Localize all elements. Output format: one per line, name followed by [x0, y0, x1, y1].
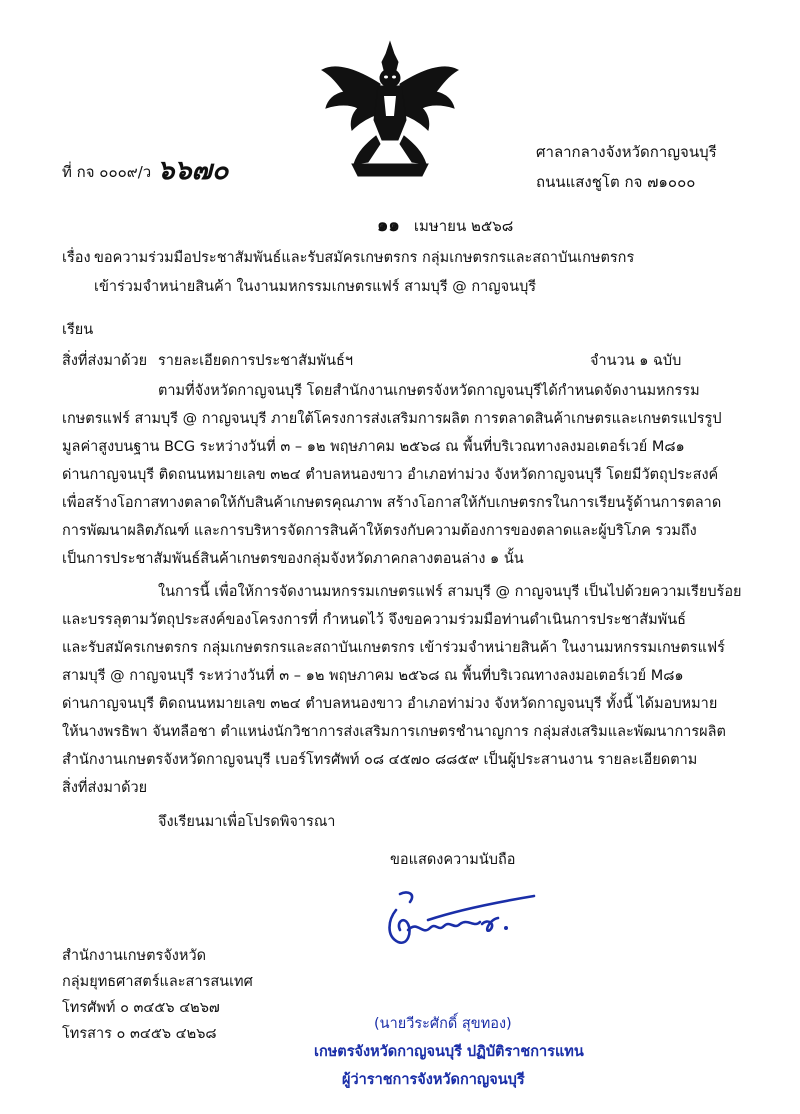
paragraph-2-line: ในการนี้ เพื่อให้การจัดงานมหกรรมเกษตรแฟร์ สามบุรี @ กาญจนบุรี เป็นไปด้วยความเรียบร้อย: [158, 584, 742, 600]
date-month-year: เมษายน ๒๕๖๘: [413, 217, 514, 235]
enclosure-count: จำนวน ๑ ฉบับ: [590, 353, 682, 369]
office-phone: โทรศัพท์ ๐ ๓๔๕๖ ๔๒๖๗: [62, 1000, 220, 1016]
document-number-label: ที่ กจ ๐๐๐๙/ว: [62, 163, 152, 181]
subject-line-1: ขอความร่วมมือประชาสัมพันธ์และรับสมัครเกษตรกร กลุ่มเกษตรกรและสถาบันเกษตรกร: [94, 250, 635, 266]
office-name: สำนักงานเกษตรจังหวัด: [62, 948, 207, 964]
paragraph-1-line: เกษตรแฟร์ สามบุรี @ กาญจนบุรี ภายใต้โครงการส่งเสริมการผลิต การตลาดสินค้าเกษตรและเกษตรแปรรูป: [62, 411, 722, 427]
enclosure-label: สิ่งที่ส่งมาด้วย: [62, 353, 148, 369]
subject-label: เรื่อง: [62, 250, 91, 266]
signer-title-1: เกษตรจังหวัดกาญจนบุรี ปฏิบัติราชการแทน: [314, 1044, 584, 1060]
paragraph-2-line: และรับสมัครเกษตรกร กลุ่มเกษตรกรและสถาบันเกษตรกร เข้าร่วมจำหน่ายสินค้า ในงานมหกรรมเกษตรแฟร์: [62, 640, 725, 656]
paragraph-1-line: มูลค่าสูงบนฐาน BCG ระหว่างวันที่ ๓ – ๑๒ พฤษภาคม ๒๕๖๘ ณ พื้นที่บริเวณทางลงมอเตอร์เวย์ M๘๑: [62, 439, 685, 455]
closing-salutation: ขอแสดงความนับถือ: [390, 852, 516, 868]
paragraph-1-line: การพัฒนาผลิตภัณฑ์ และการบริหารจัดการสินค้าให้ตรงกับความต้องการของตลาดและผู้บริโภค รวมถึง: [62, 523, 697, 539]
document-number: [62, 148, 228, 191]
signer-name: (นายวีระศักดิ์ สุขทอง): [374, 1016, 512, 1032]
paragraph-2-line: สำนักงานเกษตรจังหวัดกาญจนบุรี เบอร์โทรศัพท์ ๐๘ ๔๕๗๐ ๘๘๕๙ เป็นผู้ประสานงาน รายละเอียดตาม: [62, 752, 698, 768]
paragraph-2-line: ด่านกาญจนบุรี ติดถนนหมายเลข ๓๒๔ ตำบลหนองขาว อำเภอท่าม่วง จังหวัดกาญจนบุรี ทั้งนี้ ได้มอบหมาย: [62, 696, 718, 712]
document-date: [377, 210, 513, 239]
subject-line-2: เข้าร่วมจำหน่ายสินค้า ในงานมหกรรมเกษตรแฟร์ สามบุรี @ กาญจนบุรี: [94, 279, 537, 295]
paragraph-2-line: และบรรลุตามวัตถุประสงค์ของโครงการที่ กำหนดไว้ จึงขอความร่วมมือท่านดำเนินการประชาสัมพันธ์: [62, 612, 686, 628]
paragraph-2-line: สิ่งที่ส่งมาด้วย: [62, 780, 148, 796]
salutation: เรียน: [62, 322, 94, 338]
paragraph-1-line: ด่านกาญจนบุรี ติดถนนหมายเลข ๓๒๔ ตำบลหนองขาว อำเภอท่าม่วง จังหวัดกาญจนบุรี โดยมีวัตถุประสงค์: [62, 467, 719, 483]
paragraph-1-line: เป็นการประชาสัมพันธ์สินค้าเกษตรของกลุ่มจังหวัดภาคกลางตอนล่าง ๑ นั้น: [62, 551, 524, 567]
enclosure-text: รายละเอียดการประชาสัมพันธ์ฯ: [158, 353, 354, 369]
garuda-emblem: [318, 40, 462, 180]
paragraph-1-line: เพื่อสร้างโอกาสทางตลาดให้กับสินค้าเกษตรคุณภาพ สร้างโอกาสให้กับเกษตรกรในการเรียนรู้ด้านการตลาด: [62, 495, 722, 511]
closing-request: จึงเรียนมาเพื่อโปรดพิจารณา: [158, 814, 336, 830]
address-line-1: ศาลากลางจังหวัดกาญจนบุรี: [536, 143, 717, 161]
handwritten-signature: [378, 880, 538, 960]
signer-title-2: ผู้ว่าราชการจังหวัดกาญจนบุรี: [342, 1072, 525, 1088]
document-number-handwritten: ๖๖๗๐: [157, 155, 229, 186]
paragraph-1-line: ตามที่จังหวัดกาญจนบุรี โดยสำนักงานเกษตรจังหวัดกาญจนบุรีได้กำหนดจัดงานมหกรรม: [158, 383, 700, 399]
date-day: ๑๑: [377, 215, 400, 236]
office-division: กลุ่มยุทธศาสตร์และสารสนเทศ: [62, 974, 253, 990]
address-line-2: ถนนแสงชูโต กจ ๗๑๐๐๐: [536, 173, 696, 191]
paragraph-2-line: ให้นางพรธิพา จันทลือชา ตำแหน่งนักวิชาการส่งเสริมการเกษตรชำนาญการ กลุ่มส่งเสริมและพัฒนาการผลิต: [62, 724, 726, 740]
office-fax: โทรสาร ๐ ๓๔๕๖ ๔๒๖๘: [62, 1026, 217, 1042]
paragraph-2-line: สามบุรี @ กาญจนบุรี ระหว่างวันที่ ๓ – ๑๒ พฤษภาคม ๒๕๖๘ ณ พื้นที่บริเวณทางลงมอเตอร์เวย์ M๘๑: [62, 668, 684, 684]
